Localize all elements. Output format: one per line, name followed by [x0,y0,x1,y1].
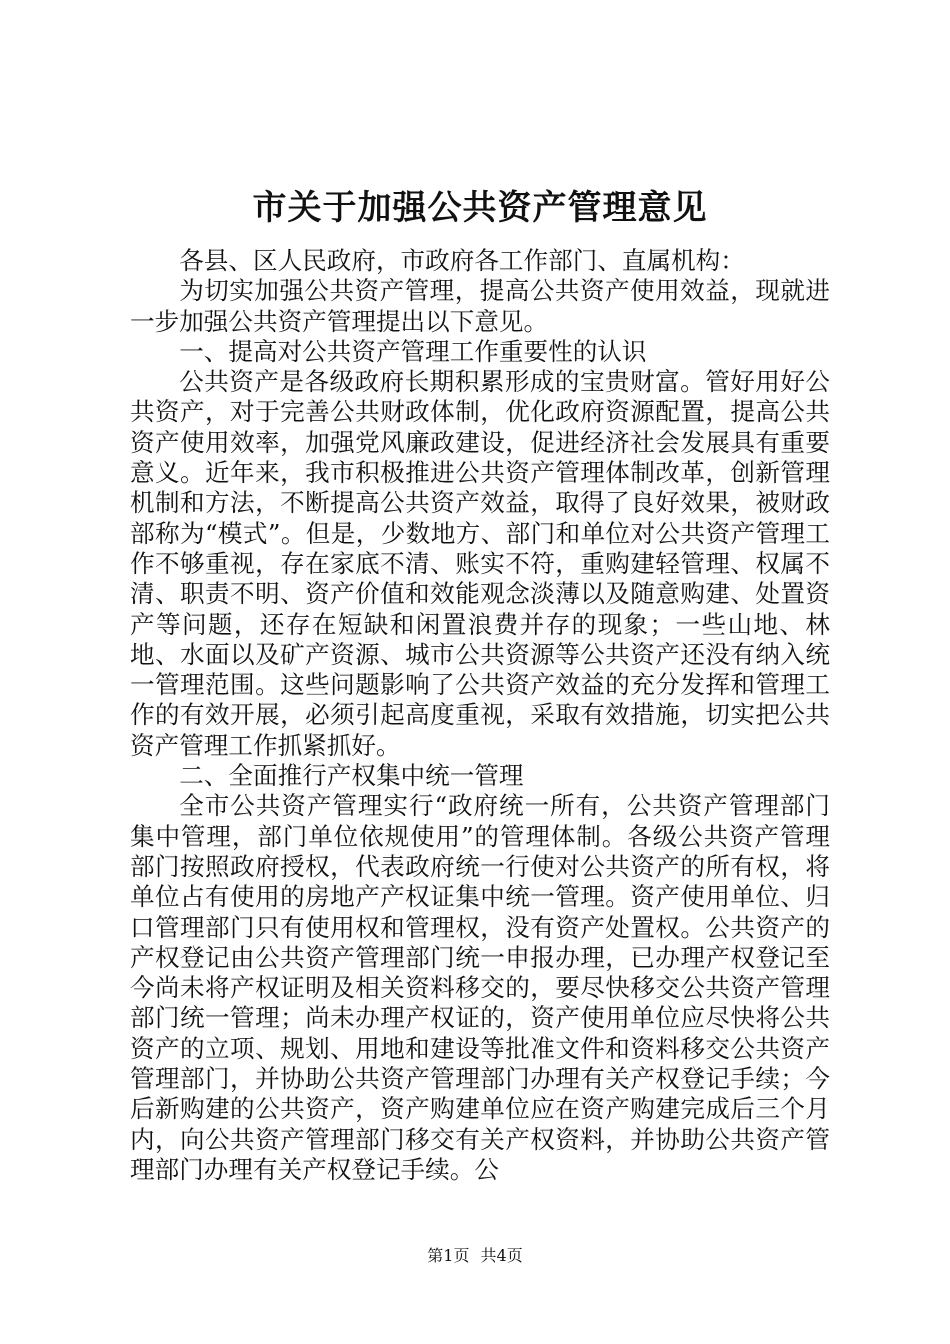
document-page [130,178,830,1185]
paragraph-section-2-body: 全市公共资产管理实行“政府统一所有，公共资产管理部门集中管理，部门单位依规使用”的管理体制。各级公共资产管理部门按照政府授权，代表政府统一行使对公共资产的所有权，将单位占有使用的房地产产权证集中统一管理。资产使用单位、归口管理部门只有使用权和管理权，没有资产处置权。公共资产的产权登记由公共资产管理部门统一申报办理，已办理产权登记至今尚未将产权证明及相关资料移交的，要尽快移交公共资产管理部门统一管理；尚未办理产权证的，资产使用单位应尽快将公共资产的立项、规划、用地和建设等批准文件和资料移交公共资产管理部门，并协助公共资产管理部门办理有关产权登记手续；今后新购建的公共资产，资产购建单位应在资产购建完成后三个月内，向公共资产管理部门移交有关产权资料，并协助公共资产管理部门办理有关产权登记手续。公 [130,791,830,1184]
page-number: 第1页 [427,1246,470,1265]
paragraph-salutation: 各县、区人民政府，市政府各工作部门、直属机构： [179,246,745,275]
document-title: 市关于加强公共资产管理意见 [252,188,708,228]
page-total: 共4页 [480,1246,523,1265]
page-footer [0,1244,950,1268]
section-heading-2: 二、全面推行产权集中统一管理 [179,761,524,791]
paragraph-intro: 为切实加强公共资产管理，提高公共资产使用效益，现就进一步加强公共资产管理提出以下意见。 [130,276,830,336]
section-heading-1: 一、提高对公共资产管理工作重要性的认识 [179,336,647,366]
paragraph-section-1-body: 公共资产是各级政府长期积累形成的宝贵财富。管好用好公共资产，对于完善公共财政体制，优化政府资源配置，提高公共资产使用效率，加强党风廉政建设，促进经济社会发展具有重要意义。近年来，我市积极推进公共资产管理体制改革，创新管理机制和方法，不断提高公共资产效益，取得了良好效果，被财政部称为“模式”。但是，少数地方、部门和单位对公共资产管理工作不够重视，存在家底不清、账实不符，重购建轻管理、权属不清、职责不明、资产价值和效能观念淡薄以及随意购建、处置资产等问题，还存在短缺和闲置浪费并存的现象；一些山地、林地、水面以及矿产资源、城市公共资源等公共资产还没有纳入统一管理范围。这些问题影响了公共资产效益的充分发挥和管理工作的有效开展，必须引起高度重视，采取有效措施，切实把公共资产管理工作抓紧抓好。 [130,367,830,760]
